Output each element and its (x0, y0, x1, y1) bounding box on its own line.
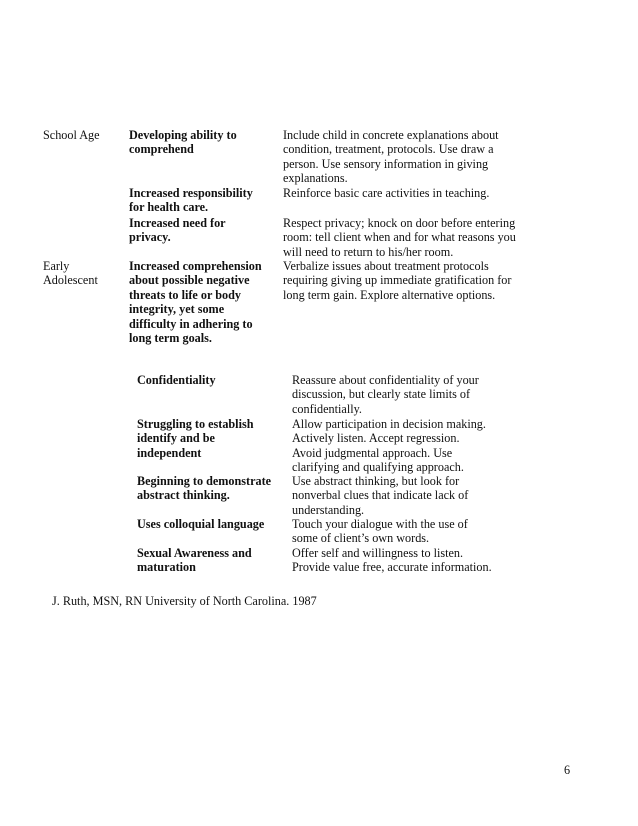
need-cell (129, 186, 279, 215)
approach-cell (283, 216, 543, 259)
stage-line: Adolescent (43, 273, 98, 288)
approach-line: long term gain. Explore alternative options. (283, 287, 496, 302)
need-cell (137, 474, 287, 503)
approach-line: Use abstract thinking, but look for (292, 474, 460, 488)
need-line: Increased responsibility (129, 186, 253, 200)
need-line: privacy. (129, 230, 171, 245)
need-line: Increased need for (129, 216, 226, 230)
need-line: for health care. (129, 200, 209, 215)
approach-line: Reinforce basic care activities in teaching. (283, 186, 490, 200)
approach-line: discussion, but clearly state limits of (292, 387, 471, 402)
stage-line: Early (43, 259, 70, 273)
approach-cell (292, 474, 522, 517)
approach-line: Actively listen. Accept regression. (292, 431, 460, 446)
need-line: Struggling to establish (137, 417, 254, 431)
approach-cell (292, 517, 522, 546)
need-cell (137, 546, 287, 575)
stage-line: School Age (43, 128, 100, 142)
approach-line: explanations. (283, 171, 348, 186)
need-line: long term goals. (129, 331, 212, 346)
approach-cell (283, 128, 543, 186)
approach-line: Reassure about confidentiality of your (292, 373, 479, 387)
need-line: abstract thinking. (137, 488, 230, 503)
approach-line: Touch your dialogue with the use of (292, 517, 468, 531)
approach-cell (283, 186, 543, 200)
approach-line: Provide value free, accurate information. (292, 560, 492, 575)
need-line: Developing ability to (129, 128, 237, 142)
need-line: Increased comprehension (129, 259, 262, 273)
need-cell (129, 259, 279, 345)
need-cell (137, 373, 287, 387)
need-line: Uses colloquial language (137, 517, 265, 531)
approach-line: Respect privacy; knock on door before entering (283, 216, 516, 230)
need-line: Sexual Awareness and (137, 546, 252, 560)
need-line: integrity, yet some (129, 302, 225, 317)
approach-line: person. Use sensory information in giving (283, 156, 489, 171)
stage-cell (43, 128, 125, 142)
approach-cell (292, 373, 522, 416)
approach-cell (292, 417, 522, 475)
approach-line: understanding. (292, 502, 365, 517)
need-line: difficulty in adhering to (129, 316, 253, 331)
approach-line: condition, treatment, protocols. Use draw a (283, 142, 494, 157)
need-cell (137, 417, 287, 460)
approach-cell (283, 259, 543, 302)
need-line: maturation (137, 560, 196, 575)
approach-cell (292, 546, 522, 575)
need-line: Confidentiality (137, 373, 216, 387)
approach-line: clarifying and qualifying approach. (292, 460, 464, 475)
need-cell (137, 517, 287, 531)
need-line: identify and be (137, 431, 215, 446)
approach-line: nonverbal clues that indicate lack of (292, 488, 469, 503)
source-citation: J. Ruth, MSN, RN University of North Carolina. 1987 (52, 594, 317, 608)
approach-line: Avoid judgmental approach. Use (292, 445, 453, 460)
approach-line: requiring giving up immediate gratification for (283, 273, 512, 288)
page-number: 6 (564, 763, 571, 777)
approach-line: confidentially. (292, 401, 362, 416)
approach-line: Include child in concrete explanations about (283, 128, 499, 142)
need-line: independent (137, 445, 202, 460)
approach-line: room: tell client when and for what reasons you (283, 230, 516, 245)
need-cell (129, 128, 279, 157)
approach-line: some of client’s own words. (292, 531, 430, 546)
need-line: comprehend (129, 142, 194, 157)
stage-cell (43, 259, 125, 288)
approach-line: will need to return to his/her room. (283, 244, 454, 259)
approach-line: Allow participation in decision making. (292, 417, 486, 431)
approach-line: Offer self and willingness to listen. (292, 546, 464, 560)
need-line: threats to life or body (129, 287, 241, 302)
need-line: about possible negative (129, 273, 250, 288)
need-line: Beginning to demonstrate (137, 474, 272, 488)
approach-line: Verbalize issues about treatment protocols (283, 259, 489, 273)
need-cell (129, 216, 279, 245)
